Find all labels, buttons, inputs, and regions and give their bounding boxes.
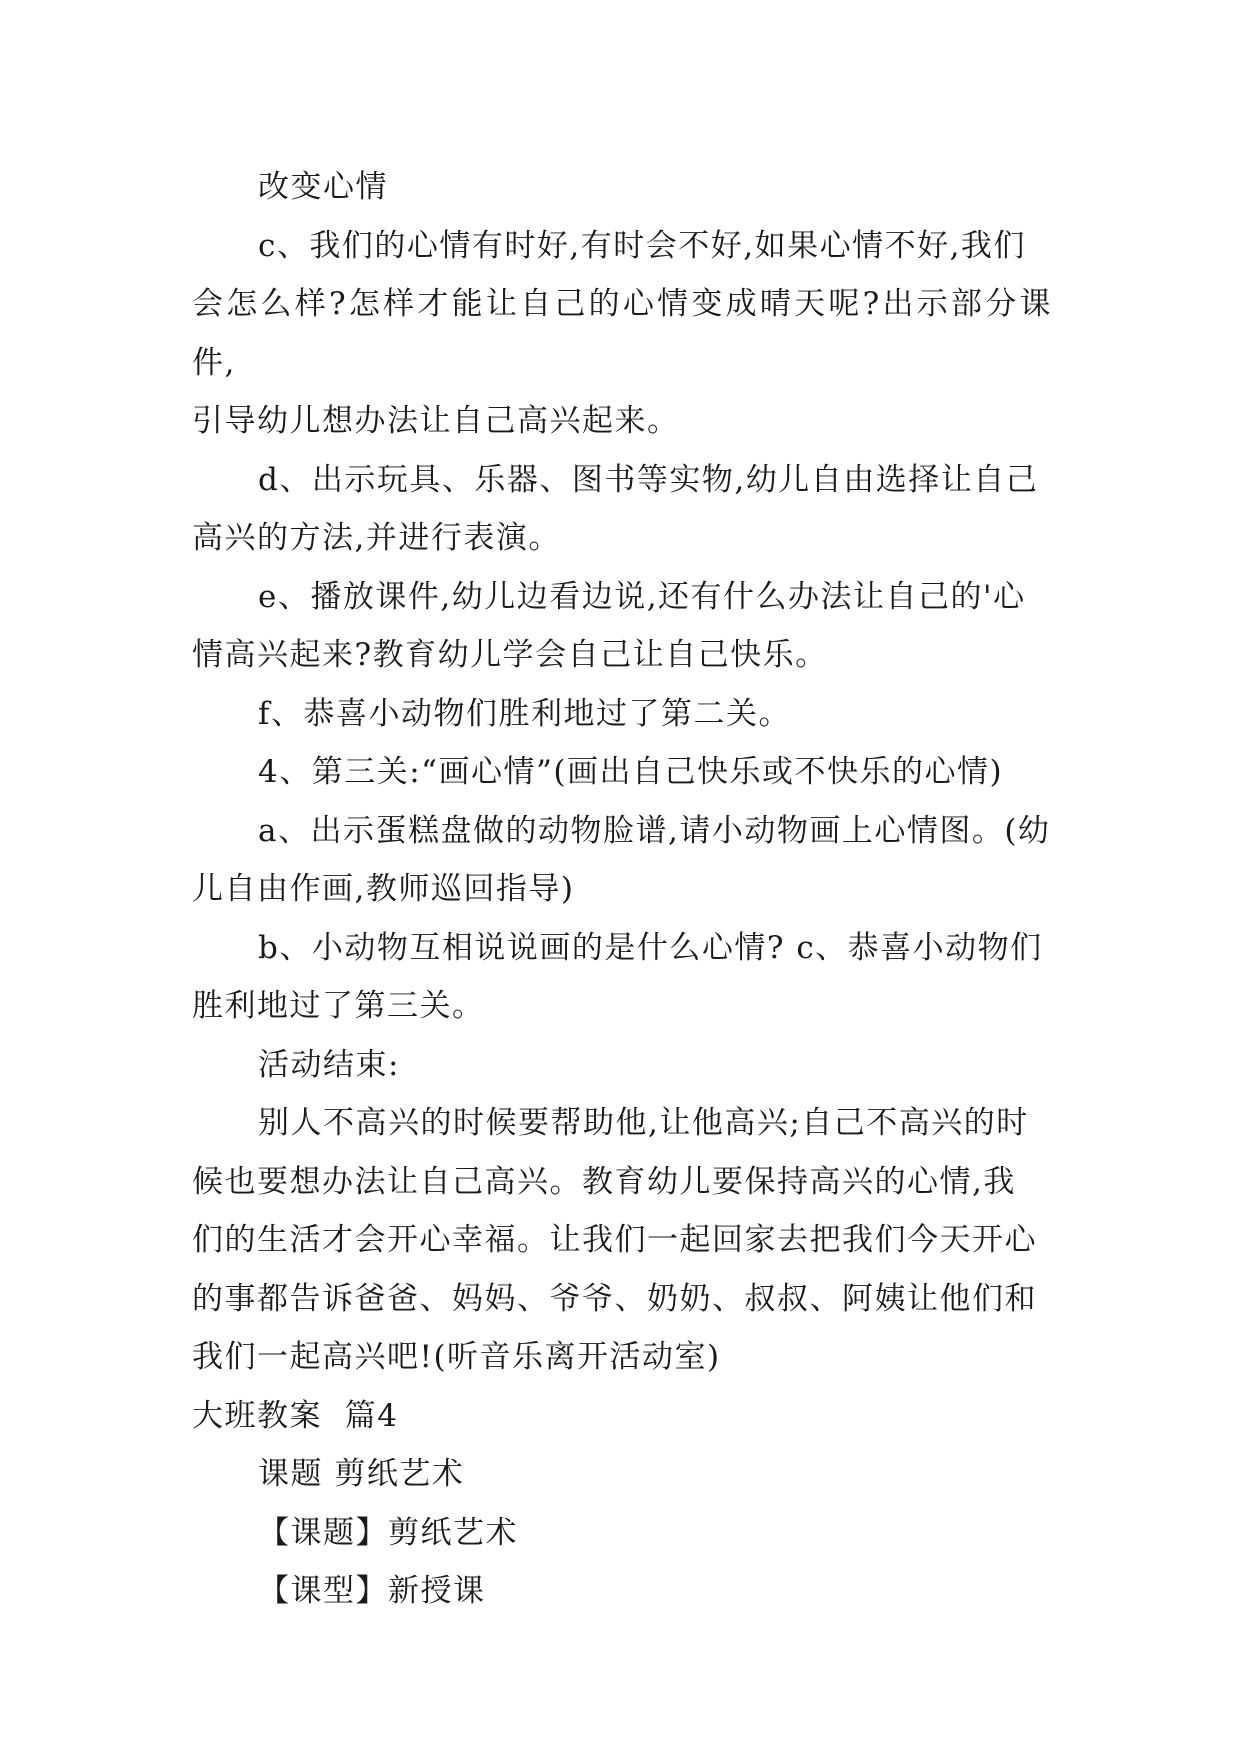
text-line: 改变心情 (258, 169, 388, 205)
paragraph-topic (192, 1445, 1052, 1504)
paragraph-topic-bracket (192, 1504, 1052, 1563)
paragraph-level-three (192, 743, 1052, 802)
text-line: b、小动物互相说说画的是什么心情? c、恭喜小动物们 (258, 929, 1043, 966)
text-line: 我们一起高兴吧!(听音乐离开活动室) (192, 1339, 721, 1375)
paragraph-c (192, 217, 1052, 451)
paragraph-d (192, 451, 1052, 568)
text-line: 【课型】新授课 (258, 1573, 486, 1609)
text-line: e、播放课件,幼儿边看边说,还有什么办法让自己的'心 (258, 578, 1026, 615)
text-line: 别人不高兴的时候要帮助他,让他高兴;自己不高兴的时 (258, 1105, 1029, 1141)
paragraph-activity-end (192, 1036, 1052, 1095)
paragraph-lesson-type (192, 1562, 1052, 1621)
text-line: 候也要想办法让自己高兴。教育幼儿要保持高兴的心情,我 (192, 1163, 1016, 1200)
text-line: f、恭喜小动物们胜利地过了第二关。 (258, 695, 791, 732)
section-heading: 大班教案 篇4 (192, 1397, 399, 1434)
text-line: 们的生活才会开心幸福。让我们一起回家去把我们今天开心 (192, 1222, 1037, 1258)
text-line: 【课题】剪纸艺术 (258, 1514, 518, 1551)
paragraph-conclusion (192, 1094, 1052, 1387)
text-line: 儿自由作画,教师巡回指导) (192, 871, 575, 907)
text-line: 活动结束: (258, 1046, 400, 1083)
paragraph-change-mood (192, 158, 1052, 217)
text-line: 高兴的方法,并进行表演。 (192, 520, 561, 556)
text-line: 情高兴起来?教育幼儿学会自己让自己快乐。 (192, 637, 828, 673)
text-line: 课题 剪纸艺术 (258, 1456, 465, 1492)
text-line: 胜利地过了第三关。 (192, 988, 485, 1024)
text-line: c、我们的心情有时好,有时会不好,如果心情不好,我们 (258, 227, 1026, 264)
text-line: 4、第三关:“画心情”(画出自己快乐或不快乐的心情) (258, 754, 1004, 790)
paragraph-b (192, 919, 1052, 1036)
text-line: a、出示蛋糕盘做的动物脸谱,请小动物画上心情图。(幼 (258, 812, 1051, 849)
document-body (192, 158, 1052, 1621)
paragraph-e (192, 568, 1052, 685)
text-line: d、出示玩具、乐器、图书等实物,幼儿自由选择让自己 (258, 461, 1039, 498)
text-line: 引导幼儿想办法让自己高兴起来。 (192, 403, 680, 439)
paragraph-f (192, 685, 1052, 744)
text-line: 会怎么样?怎样才能让自己的心情变成晴天呢?出示部分课件, (192, 286, 1052, 381)
paragraph-a (192, 802, 1052, 919)
text-line: 的事都告诉爸爸、妈妈、爷爷、奶奶、叔叔、阿姨让他们和 (192, 1280, 1037, 1317)
